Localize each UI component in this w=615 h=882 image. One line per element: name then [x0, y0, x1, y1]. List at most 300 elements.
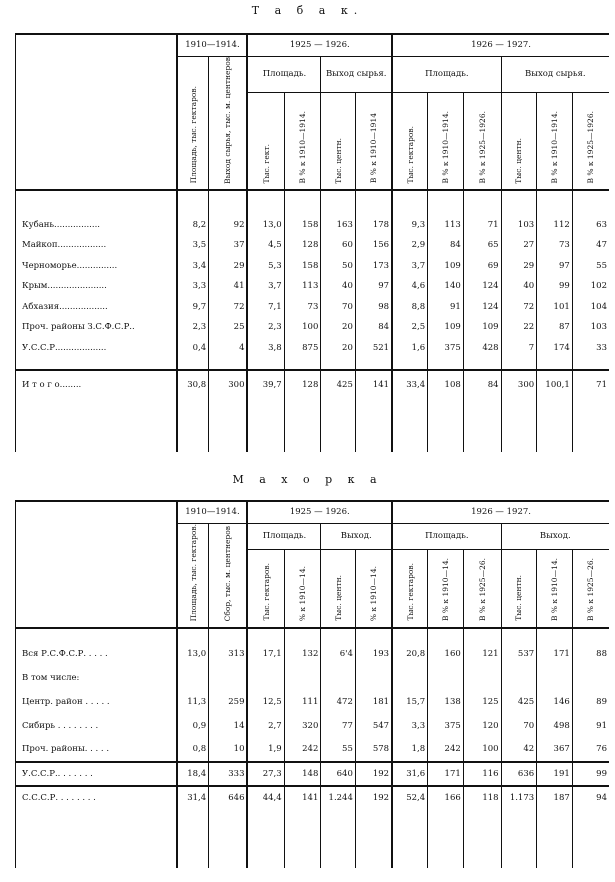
- spacer-cell: [355, 400, 392, 452]
- column-header: [392, 550, 428, 628]
- period-header: 1910—1914.: [177, 34, 247, 56]
- table-row: [16, 337, 610, 358]
- group-header: Площадь.: [247, 56, 320, 93]
- column-header: [501, 550, 537, 628]
- table-cell: 55: [572, 255, 609, 276]
- column-header-text: В % к 1910—14.: [549, 557, 559, 621]
- spacer-cell: [537, 810, 573, 868]
- column-header: [355, 93, 392, 191]
- spacer-cell: [463, 190, 501, 214]
- table-cell: 27,3: [247, 762, 284, 786]
- table-cell: 547: [355, 714, 392, 738]
- table-cell: 10: [209, 738, 248, 762]
- period-header: 1925 — 1926.: [247, 501, 392, 523]
- table-cell: 1,9: [247, 738, 284, 762]
- table-cell: 7: [501, 337, 537, 358]
- total-cell: 141: [355, 370, 392, 400]
- table-cell: 40: [501, 276, 537, 297]
- table-cell: 320: [284, 714, 321, 738]
- table-cell: 1.173: [501, 786, 537, 810]
- table-cell: 156: [355, 235, 392, 256]
- column-header: [463, 550, 501, 628]
- spacer-cell: [392, 358, 428, 370]
- spacer-cell: [463, 810, 501, 868]
- column-header-text: В % к 1925—26.: [477, 557, 487, 621]
- spacer-cell: [209, 190, 248, 214]
- table-cell: 537: [501, 642, 537, 666]
- table-cell: 11,3: [177, 690, 208, 714]
- table-cell: 472: [321, 690, 356, 714]
- column-header: [392, 93, 428, 191]
- spacer-cell: [572, 358, 609, 370]
- table-cell: [209, 666, 248, 690]
- spacer-cell: [16, 358, 178, 370]
- column-header-text: В % к 1910—1914.: [298, 110, 308, 184]
- table-cell: 171: [428, 762, 464, 786]
- group-header: Площадь.: [392, 523, 501, 550]
- column-header-text: Тыс. гектаров.: [405, 563, 415, 621]
- spacer-cell: [463, 358, 501, 370]
- spacer-cell: [392, 190, 428, 214]
- table-cell: 29: [209, 255, 248, 276]
- table-cell: 14: [209, 714, 248, 738]
- table-cell: 3,7: [247, 276, 284, 297]
- spacer-cell: [463, 628, 501, 642]
- table-cell: 55: [321, 738, 356, 762]
- table-cell: 160: [428, 642, 464, 666]
- table-cell: 3,3: [392, 714, 428, 738]
- table-cell: 52,4: [392, 786, 428, 810]
- table-cell: 1.244: [321, 786, 356, 810]
- table-cell: 101: [537, 296, 573, 317]
- column-header-text: Тыс. центн.: [514, 575, 524, 621]
- table-cell: 2,3: [247, 317, 284, 338]
- table-cell: 120: [463, 714, 501, 738]
- table-cell: 42: [501, 738, 537, 762]
- table-cell: 313: [209, 642, 248, 666]
- table-cell: 5,3: [247, 255, 284, 276]
- group-header: Выход.: [321, 523, 392, 550]
- table-cell: 37: [209, 235, 248, 256]
- column-header-text: Тыс. центн.: [333, 137, 343, 184]
- table-cell: 22: [501, 317, 537, 338]
- spacer-cell: [501, 190, 537, 214]
- table-cell: 113: [428, 214, 464, 235]
- table-cell: 375: [428, 714, 464, 738]
- table-cell: 109: [463, 317, 501, 338]
- table-cell: 0,9: [177, 714, 208, 738]
- table-cell: 104: [572, 296, 609, 317]
- table-cell: 636: [501, 762, 537, 786]
- spacer-cell: [428, 190, 464, 214]
- total-cell: 108: [428, 370, 464, 400]
- total-cell: 300: [501, 370, 537, 400]
- tabak-table: [15, 33, 609, 452]
- table-cell: 6'4: [321, 642, 356, 666]
- spacer-cell: [428, 358, 464, 370]
- row-label: Проч. районы З.С.Ф.С.Р..: [22, 322, 135, 333]
- spacer-cell: [501, 400, 537, 452]
- table-cell: [537, 666, 573, 690]
- table-cell: 31,4: [177, 786, 208, 810]
- column-header-text: В % к 1910—14.: [440, 557, 450, 621]
- table-cell: 41: [209, 276, 248, 297]
- column-header-text: В % к 1910—1914.: [440, 110, 450, 184]
- spacer-cell: [321, 190, 356, 214]
- table-cell: 128: [284, 235, 321, 256]
- table-cell: [355, 666, 392, 690]
- table-cell: 148: [284, 762, 321, 786]
- table-row: [16, 317, 610, 338]
- spacer-cell: [537, 190, 573, 214]
- spacer-cell: [247, 358, 284, 370]
- spacer-cell: [355, 628, 392, 642]
- table-cell: [428, 666, 464, 690]
- table-cell: 47: [572, 235, 609, 256]
- spacer-cell: [572, 400, 609, 452]
- table-cell: 73: [284, 296, 321, 317]
- spacer-cell: [209, 358, 248, 370]
- total-cell: 33,4: [392, 370, 428, 400]
- spacer-cell: [355, 190, 392, 214]
- table-cell: 99: [537, 276, 573, 297]
- table-cell: 109: [428, 317, 464, 338]
- table-cell: 192: [355, 786, 392, 810]
- stub-header: [16, 34, 178, 190]
- column-header-text: % к 1910—14.: [298, 565, 308, 621]
- table-cell: 158: [284, 255, 321, 276]
- stub-header: [16, 501, 178, 628]
- table-row: [16, 296, 610, 317]
- spacer-cell: [284, 190, 321, 214]
- column-header: [321, 550, 356, 628]
- table-cell: 94: [572, 786, 609, 810]
- table-cell: 18,4: [177, 762, 208, 786]
- column-header: [428, 93, 464, 191]
- table-cell: 60: [321, 235, 356, 256]
- spacer-cell: [501, 358, 537, 370]
- table-row: [16, 714, 610, 738]
- table-cell: 124: [463, 296, 501, 317]
- group-header: Выход.: [501, 523, 609, 550]
- table-cell: 2,9: [392, 235, 428, 256]
- column-header-text: % к 1910—14.: [368, 565, 378, 621]
- row-label: Крым......................: [22, 281, 107, 292]
- table-cell: 89: [572, 690, 609, 714]
- spacer-cell: [16, 628, 178, 642]
- table-cell: 367: [537, 738, 573, 762]
- total-cell: 71: [572, 370, 609, 400]
- table-row: [16, 666, 610, 690]
- table-cell: 27: [501, 235, 537, 256]
- spacer-cell: [177, 190, 208, 214]
- table-cell: 158: [284, 214, 321, 235]
- total-cell: 84: [463, 370, 501, 400]
- row-label: Вся Р.С.Ф.С.Р. . . . .: [22, 648, 108, 659]
- total-cell: 100,1: [537, 370, 573, 400]
- table-cell: 71: [463, 214, 501, 235]
- table-cell: 20,8: [392, 642, 428, 666]
- spacer-cell: [428, 400, 464, 452]
- table-cell: 92: [209, 214, 248, 235]
- table-cell: 65: [463, 235, 501, 256]
- table-cell: 118: [463, 786, 501, 810]
- spacer-cell: [284, 628, 321, 642]
- table-row: [16, 786, 610, 810]
- spacer-cell: [16, 810, 178, 868]
- spacer-cell: [16, 190, 178, 214]
- table-cell: 72: [501, 296, 537, 317]
- table-cell: 100: [463, 738, 501, 762]
- table-row: [16, 762, 610, 786]
- table-cell: 3,3: [177, 276, 208, 297]
- table-cell: 121: [463, 642, 501, 666]
- column-header: [428, 550, 464, 628]
- table-cell: [247, 666, 284, 690]
- table-cell: 12,5: [247, 690, 284, 714]
- table-cell: 9,7: [177, 296, 208, 317]
- table-cell: 4: [209, 337, 248, 358]
- table-cell: 70: [321, 296, 356, 317]
- table-cell: 44,4: [247, 786, 284, 810]
- table-cell: [284, 666, 321, 690]
- spacer-cell: [284, 400, 321, 452]
- column-header: [501, 93, 537, 191]
- spacer-cell: [209, 400, 248, 452]
- column-header: [209, 523, 248, 628]
- table-row: [16, 642, 610, 666]
- row-label: У.С.С.Р.. . . . . . .: [16, 762, 178, 786]
- column-header-text: В % к 1925—1926.: [586, 110, 596, 184]
- spacer-cell: [428, 810, 464, 868]
- table-cell: 187: [537, 786, 573, 810]
- column-header: [247, 93, 284, 191]
- period-header: 1925 — 1926.: [247, 34, 392, 56]
- table-row: [16, 255, 610, 276]
- period-header: 1926 — 1927.: [392, 501, 609, 523]
- table-cell: 498: [537, 714, 573, 738]
- column-header: [463, 93, 501, 191]
- table-cell: 521: [355, 337, 392, 358]
- column-header-text: Сбор, тыс. м. центнеров: [223, 525, 233, 621]
- column-header-text: Тыс. гект.: [261, 143, 271, 184]
- table-cell: 140: [428, 276, 464, 297]
- spacer-cell: [247, 400, 284, 452]
- table-cell: 125: [463, 690, 501, 714]
- table-cell: 69: [463, 255, 501, 276]
- column-header: [572, 550, 609, 628]
- spacer-cell: [321, 810, 356, 868]
- column-header: [209, 56, 248, 190]
- row-label: Абхазия..................: [22, 301, 108, 312]
- table-cell: 98: [355, 296, 392, 317]
- table-cell: 1,6: [392, 337, 428, 358]
- table-cell: 8,2: [177, 214, 208, 235]
- table-cell: 4,5: [247, 235, 284, 256]
- row-label: Центр. район . . . . .: [22, 696, 110, 707]
- column-header: [247, 550, 284, 628]
- table-cell: 174: [537, 337, 573, 358]
- row-label: Проч. районы. . . . .: [22, 744, 110, 755]
- spacer-cell: [284, 810, 321, 868]
- period-header: 1910—1914.: [177, 501, 247, 523]
- table-cell: 640: [321, 762, 356, 786]
- table-cell: 31,6: [392, 762, 428, 786]
- group-header: Выход сырья.: [321, 56, 392, 93]
- total-label: И т о г о........: [16, 370, 178, 400]
- table-cell: 0,8: [177, 738, 208, 762]
- table-cell: 17,1: [247, 642, 284, 666]
- column-header-text: Площадь, тыс. гектаров.: [188, 523, 198, 621]
- column-header-text: Тыс. центн.: [333, 575, 343, 621]
- table-cell: 2,3: [177, 317, 208, 338]
- table-cell: 146: [537, 690, 573, 714]
- table-cell: 3,7: [392, 255, 428, 276]
- total-cell: 39,7: [247, 370, 284, 400]
- total-cell: 128: [284, 370, 321, 400]
- table-cell: 166: [428, 786, 464, 810]
- table-cell: 3,8: [247, 337, 284, 358]
- table-cell: 116: [463, 762, 501, 786]
- total-cell: 300: [209, 370, 248, 400]
- table-cell: 99: [572, 762, 609, 786]
- table-cell: 100: [284, 317, 321, 338]
- table-cell: 33: [572, 337, 609, 358]
- table-cell: 242: [428, 738, 464, 762]
- spacer-cell: [572, 190, 609, 214]
- makhorka-title: М а х о р к а: [232, 473, 383, 486]
- table-cell: 40: [321, 276, 356, 297]
- spacer-cell: [247, 810, 284, 868]
- table-cell: 2,5: [392, 317, 428, 338]
- spacer-cell: [209, 628, 248, 642]
- table-cell: 192: [355, 762, 392, 786]
- column-header-text: В % к 1910—1914: [368, 113, 378, 184]
- spacer-cell: [501, 810, 537, 868]
- column-header: [321, 93, 356, 191]
- table-row: [16, 738, 610, 762]
- table-cell: 15,7: [392, 690, 428, 714]
- spacer-cell: [537, 628, 573, 642]
- column-header: [355, 550, 392, 628]
- spacer-cell: [572, 810, 609, 868]
- spacer-cell: [177, 400, 208, 452]
- row-label: С.С.С.Р. . . . . . . .: [16, 786, 178, 810]
- table-cell: 3,4: [177, 255, 208, 276]
- table-cell: [501, 666, 537, 690]
- table-cell: 72: [209, 296, 248, 317]
- total-cell: 30,8: [177, 370, 208, 400]
- table-cell: 3,5: [177, 235, 208, 256]
- table-cell: 29: [501, 255, 537, 276]
- table-cell: 73: [537, 235, 573, 256]
- column-header-text: Площадь, тыс. гектаров.: [188, 85, 198, 184]
- column-header-text: Тыс. гектаров.: [261, 563, 271, 621]
- table-cell: 13,0: [177, 642, 208, 666]
- column-header-text: Тыс. центн.: [514, 137, 524, 184]
- table-cell: 333: [209, 762, 248, 786]
- table-cell: 87: [537, 317, 573, 338]
- table-cell: 578: [355, 738, 392, 762]
- table-cell: 124: [463, 276, 501, 297]
- spacer-cell: [501, 628, 537, 642]
- table-cell: 112: [537, 214, 573, 235]
- group-header: Площадь.: [392, 56, 501, 93]
- column-header: [284, 93, 321, 191]
- table-cell: 4,6: [392, 276, 428, 297]
- column-header: [537, 93, 573, 191]
- table-cell: 7,1: [247, 296, 284, 317]
- table-cell: 84: [428, 235, 464, 256]
- spacer-cell: [355, 358, 392, 370]
- spacer-cell: [463, 400, 501, 452]
- table-cell: 8,8: [392, 296, 428, 317]
- column-header-text: Выход сырья, тыс. м. центнеров: [223, 56, 233, 184]
- row-label: Сибирь . . . . . . . .: [22, 720, 99, 731]
- table-cell: [572, 666, 609, 690]
- table-cell: 141: [284, 786, 321, 810]
- table-cell: 242: [284, 738, 321, 762]
- spacer-cell: [392, 810, 428, 868]
- spacer-cell: [177, 810, 208, 868]
- column-header-text: В % к 1925—1926.: [477, 110, 487, 184]
- table-row: [16, 214, 610, 235]
- column-header-text: Тыс. гектаров.: [405, 125, 415, 184]
- column-header: [177, 56, 208, 190]
- table-cell: 91: [428, 296, 464, 317]
- spacer-cell: [177, 628, 208, 642]
- table-cell: 77: [321, 714, 356, 738]
- spacer-cell: [537, 400, 573, 452]
- column-header: [284, 550, 321, 628]
- spacer-cell: [247, 190, 284, 214]
- table-cell: 103: [501, 214, 537, 235]
- column-header: [572, 93, 609, 191]
- table-cell: 646: [209, 786, 248, 810]
- column-header: [537, 550, 573, 628]
- table-cell: 111: [284, 690, 321, 714]
- group-header: Площадь.: [247, 523, 320, 550]
- table-cell: 91: [572, 714, 609, 738]
- table-cell: 191: [537, 762, 573, 786]
- row-label: В том числе:: [22, 672, 80, 683]
- spacer-cell: [355, 810, 392, 868]
- table-cell: 193: [355, 642, 392, 666]
- table-cell: 88: [572, 642, 609, 666]
- table-cell: 428: [463, 337, 501, 358]
- column-header: [177, 523, 208, 628]
- spacer-cell: [428, 628, 464, 642]
- table-cell: 2,7: [247, 714, 284, 738]
- table-cell: 0,4: [177, 337, 208, 358]
- spacer-cell: [247, 628, 284, 642]
- table-row: [16, 276, 610, 297]
- row-label: Кубань.................: [22, 219, 100, 230]
- tabak-title: Т а б а к.: [251, 4, 364, 17]
- table-cell: 63: [572, 214, 609, 235]
- table-cell: 375: [428, 337, 464, 358]
- spacer-cell: [284, 358, 321, 370]
- column-header-text: В % к 1910—1914.: [549, 110, 559, 184]
- table-cell: [463, 666, 501, 690]
- spacer-cell: [209, 810, 248, 868]
- total-cell: 425: [321, 370, 356, 400]
- table-cell: 425: [501, 690, 537, 714]
- table-cell: 103: [572, 317, 609, 338]
- table-cell: 109: [428, 255, 464, 276]
- table-cell: 70: [501, 714, 537, 738]
- table-cell: 132: [284, 642, 321, 666]
